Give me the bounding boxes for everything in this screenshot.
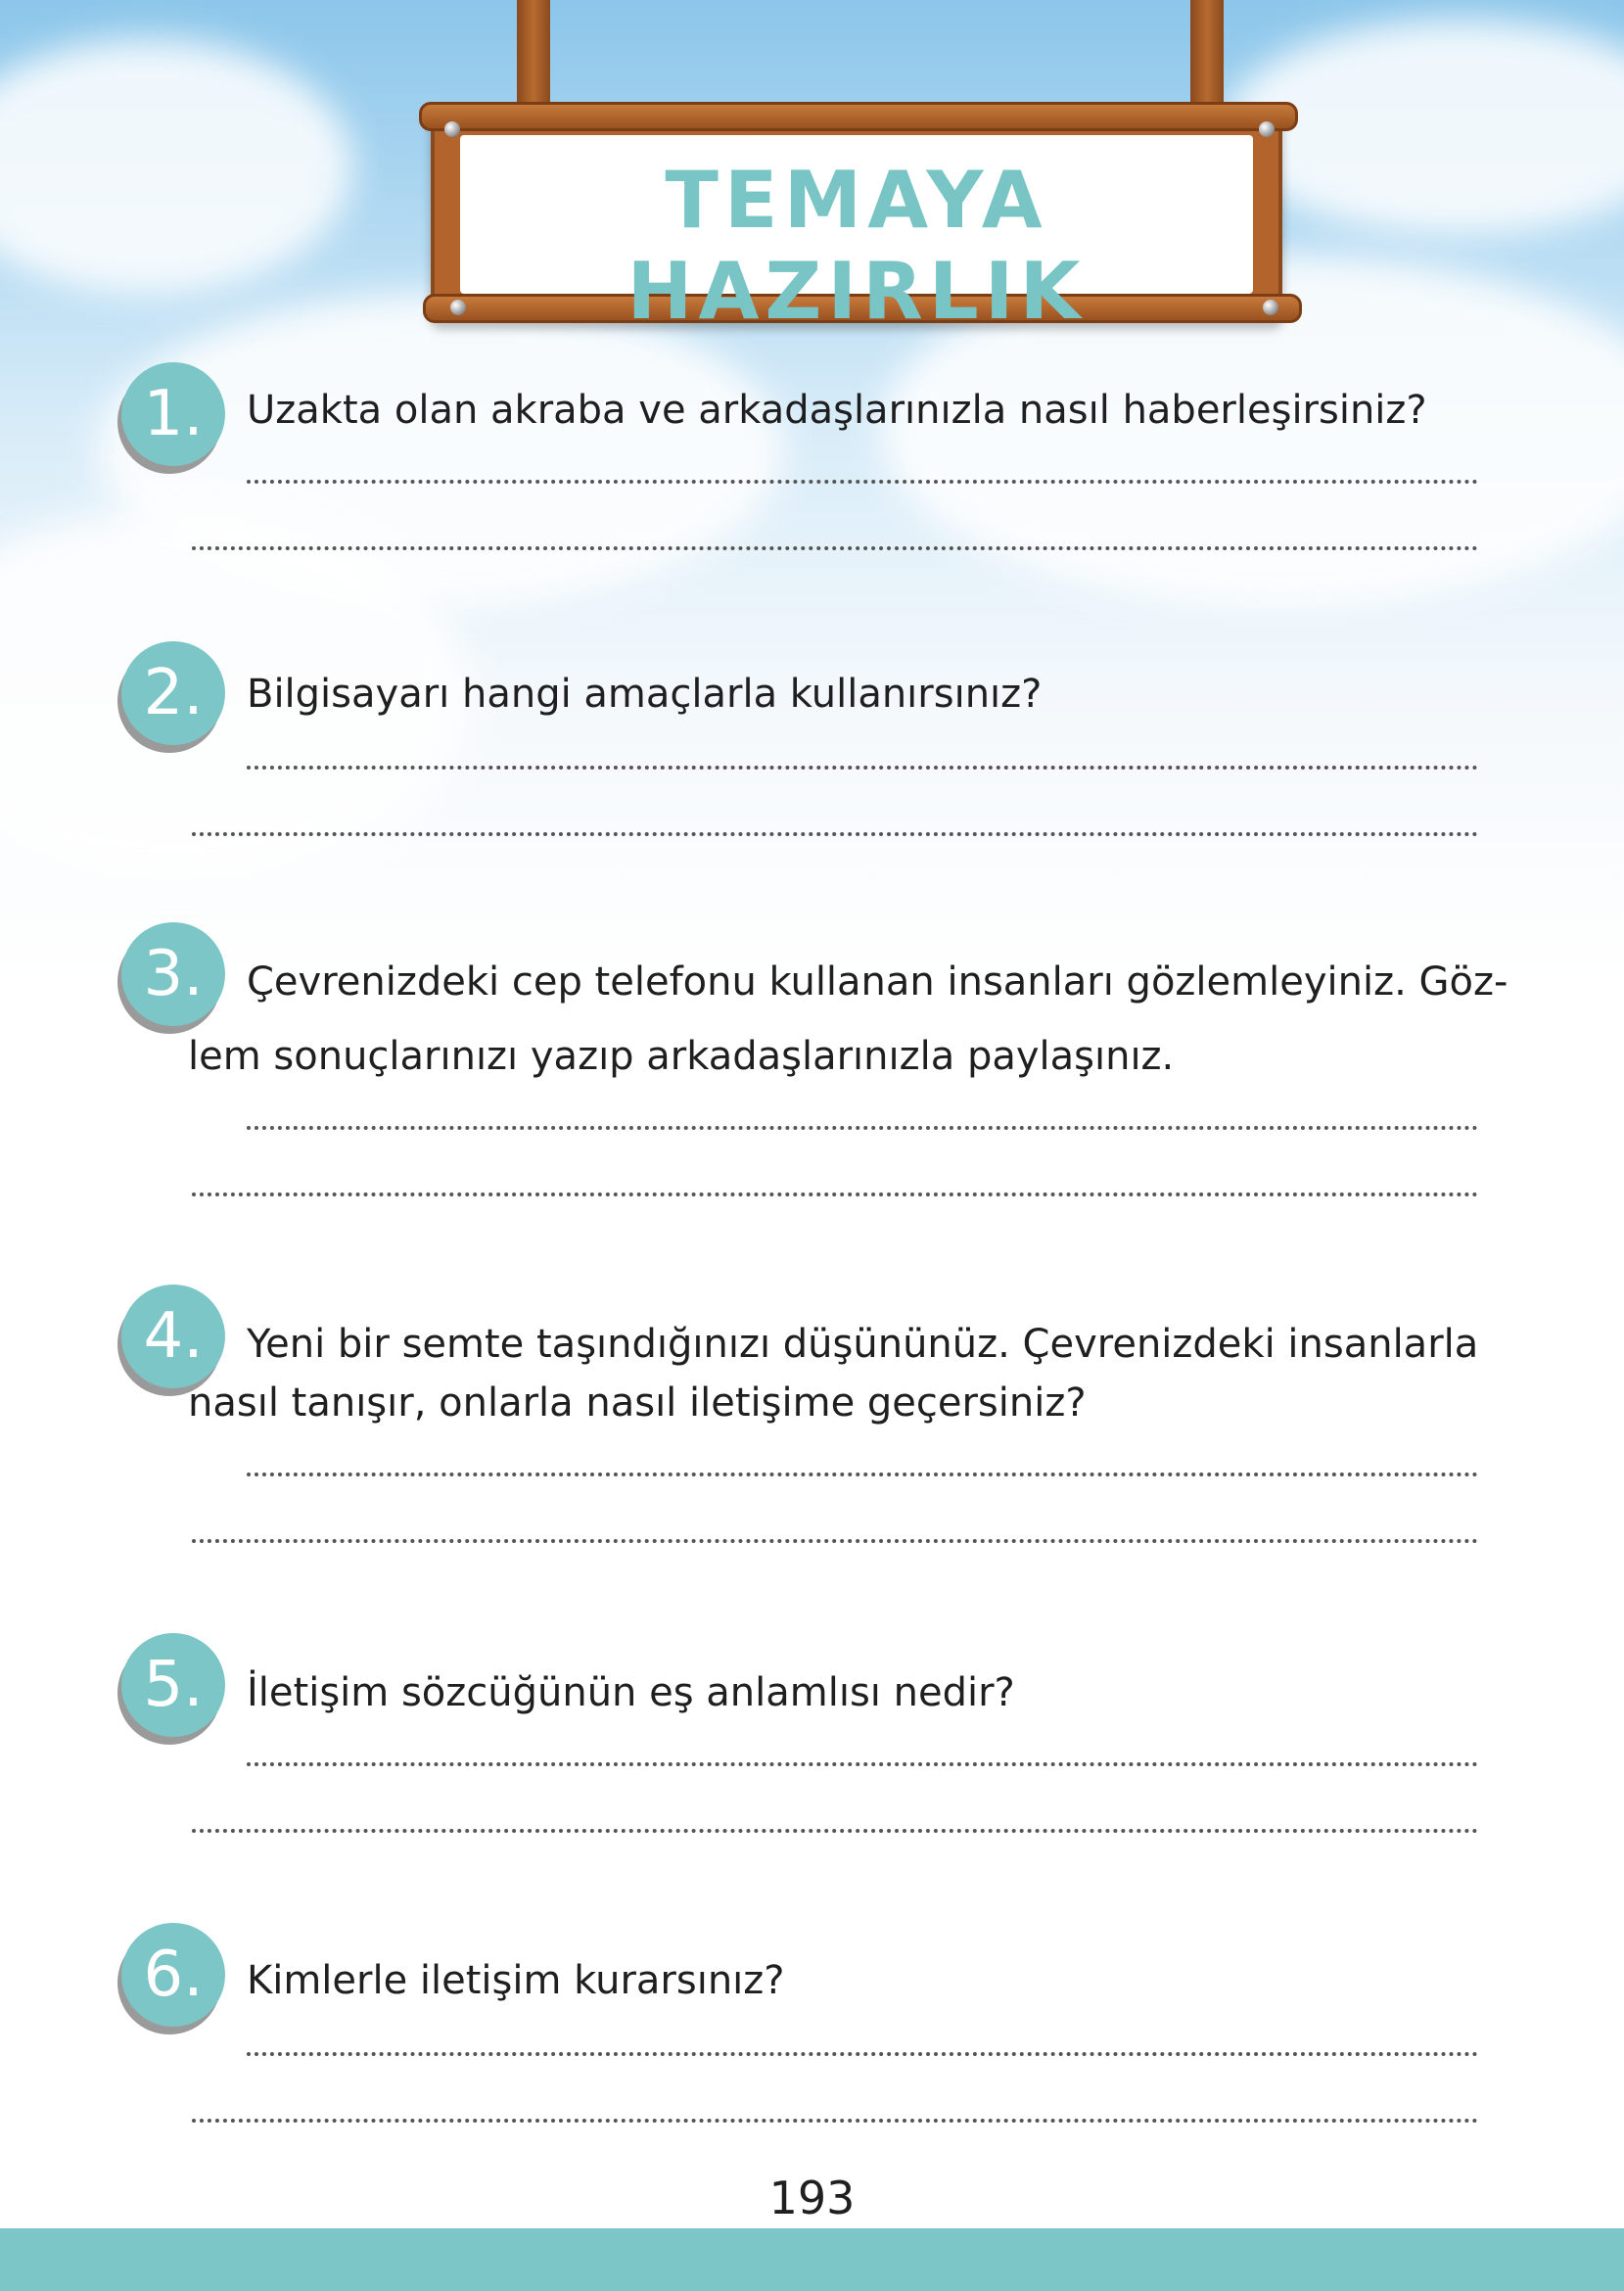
sign-plank-top <box>419 102 1298 131</box>
question-number-badge: 3. <box>121 922 225 1026</box>
answer-line[interactable] <box>247 1473 1478 1476</box>
question-text: nasıl tanışır, onlarla nasıl iletişime geçersiniz? <box>188 1380 1087 1426</box>
answer-line[interactable] <box>192 1539 1478 1543</box>
question-number-badge: 2. <box>121 641 225 745</box>
answer-line[interactable] <box>247 1126 1478 1130</box>
footer-bar <box>0 2228 1624 2291</box>
question-number-badge: 5. <box>121 1633 225 1737</box>
question-text: İletişim sözcüğünün eş anlamlısı nedir? <box>247 1670 1015 1715</box>
question-number-badge: 1. <box>121 362 225 466</box>
answer-line[interactable] <box>192 1192 1478 1196</box>
sign-post-right <box>1190 0 1224 117</box>
question-number-badge: 4. <box>121 1285 225 1388</box>
question-text: Bilgisayarı hangi amaçlarla kullanırsınız? <box>247 672 1043 717</box>
question-text: lem sonuçlarınızı yazıp arkadaşlarınızla paylaşınız. <box>188 1034 1175 1079</box>
answer-line[interactable] <box>247 766 1478 770</box>
question-number-badge: 6. <box>121 1923 225 2027</box>
question-text: Uzakta olan akraba ve arkadaşlarınızla nasıl haberleşirsiniz? <box>247 388 1427 433</box>
question-text: Çevrenizdeki cep telefonu kullanan insanları gözlemleyiniz. Göz- <box>247 959 1508 1005</box>
answer-line[interactable] <box>192 2119 1478 2123</box>
page-title: TEMAYA HAZIRLIK <box>626 155 1087 337</box>
nail-icon <box>1263 300 1278 315</box>
answer-line[interactable] <box>247 2052 1478 2056</box>
nail-icon <box>444 121 460 137</box>
page-number: 193 <box>768 2172 856 2224</box>
question-text: Kimlerle iletişim kurarsınız? <box>247 1958 785 2003</box>
answer-line[interactable] <box>192 546 1478 550</box>
answer-line[interactable] <box>247 480 1478 484</box>
question-text: Yeni bir semte taşındığınızı düşününüz. Çevrenizdeki insanlarla <box>247 1322 1479 1367</box>
nail-icon <box>1259 121 1275 137</box>
answer-line[interactable] <box>192 832 1478 836</box>
answer-line[interactable] <box>247 1762 1478 1766</box>
sign-post-left <box>517 0 550 117</box>
answer-line[interactable] <box>192 1829 1478 1833</box>
